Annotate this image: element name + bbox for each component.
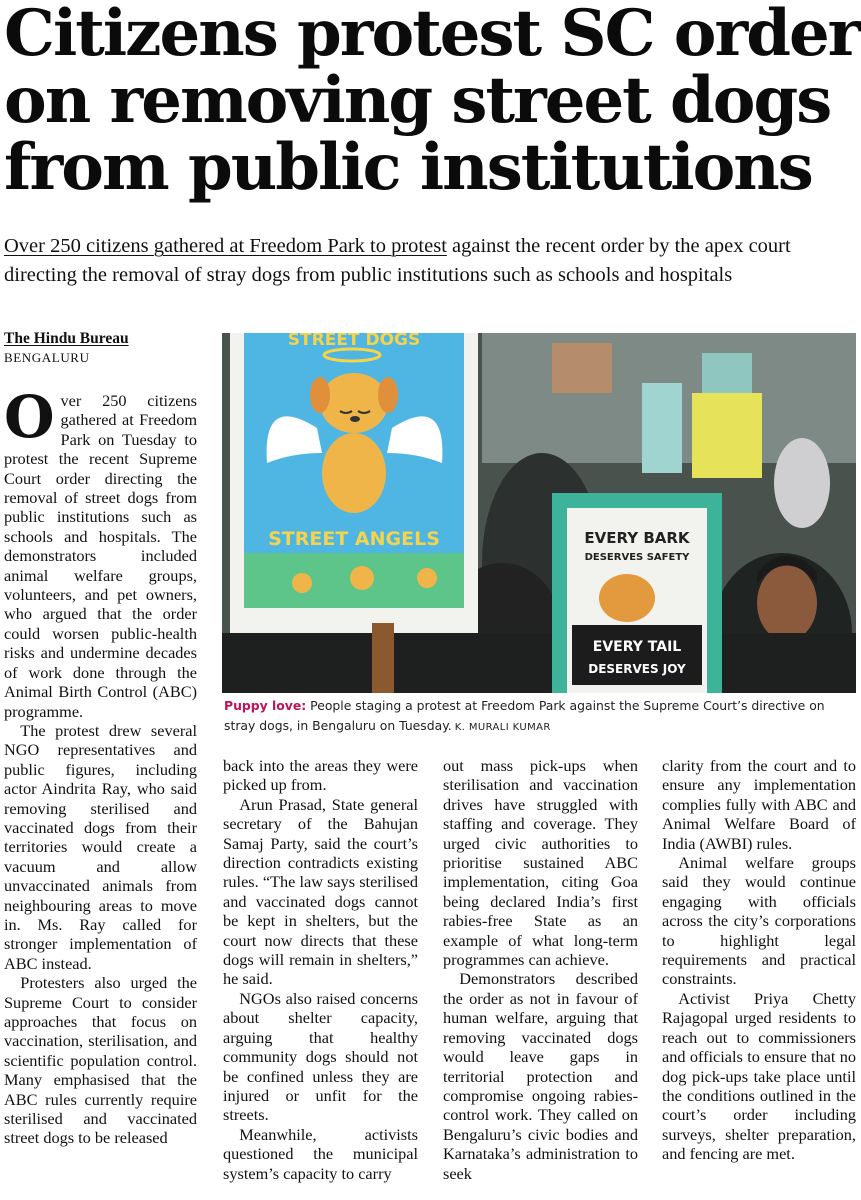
article-paragraph: clarity from the court and to ensure any implementation complies fully with ABC and Animal Welfare Board of India (AWBI) rules. xyxy=(662,756,856,853)
headline-line-2: on removing street dogs xyxy=(4,63,831,138)
headline xyxy=(4,0,860,205)
photo-caption xyxy=(224,696,858,738)
barking-dog-icon xyxy=(599,574,655,622)
article-paragraph: Activist Priya Chetty Rajagopal urged residents to reach out to commissioners and officials to ensure that no dog pick-ups take place until the conditions outlined in the court’s order including surveys, shelter preparation, and fencing are met. xyxy=(662,988,856,1164)
article-column-3 xyxy=(443,756,638,1183)
placard1-top-text: STREET DOGS xyxy=(287,333,421,350)
article-paragraph: NGOs also raised concerns about shelter capacity, arguing that healthy community dogs should not be confined unless they are injured or unfit for the streets. xyxy=(223,988,418,1125)
caption-kicker: Puppy love: xyxy=(224,698,307,713)
byline-name: The Hindu Bureau xyxy=(4,330,129,347)
headline-line-1: Citizens protest SC order xyxy=(4,0,860,71)
headline-line-3: from public institutions xyxy=(4,130,812,205)
news-photo xyxy=(222,333,856,693)
byline xyxy=(4,330,214,366)
article-paragraph: Demonstrators described the order as not in favour of human welfare, arguing that removing vaccinated dogs would leave gaps in territorial protection and compromise ongoing rabies-control work. They called on Bengaluru’s civic bodies and Karnataka’s administration to seek xyxy=(443,969,638,1183)
standfirst-rest: against the recent order by the apex court directing the removal of stray dogs from public institutions such as schools and hospitals xyxy=(4,235,791,286)
drop-cap: O xyxy=(4,383,55,451)
article-column-2 xyxy=(223,756,418,1183)
placard2-line1: EVERY BARK xyxy=(584,529,690,547)
article-paragraph: Meanwhile, activists questioned the municipal system’s capacity to carry xyxy=(223,1124,418,1183)
dog-body-icon xyxy=(322,433,386,513)
standfirst xyxy=(4,232,856,290)
article-paragraph: back into the areas they were picked up from. xyxy=(223,756,418,795)
standfirst-lead: Over 250 citizens gathered at Freedom Park to protest xyxy=(4,235,447,257)
photo-credit: K. MURALI KUMAR xyxy=(454,722,551,733)
article-column-4 xyxy=(662,756,856,1164)
byline-place: BENGALURU xyxy=(4,350,90,365)
placard2-line4: DESERVES JOY xyxy=(588,662,686,676)
article-paragraph: The protest drew several NGO representatives and public figures, including actor Aindrita Ray, who said removing sterilised and vaccinated dogs from their territories would create a vacuum and allow unvaccinated animals from neighbouring areas to move in. Ms. Ray called for stronger implementation of ABC instead. xyxy=(4,720,197,973)
placard-stick xyxy=(372,623,394,693)
protest-photo-illustration xyxy=(222,333,856,693)
placard2-line2: DESERVES SAFETY xyxy=(584,552,690,563)
article-paragraph: out mass pick-ups when sterilisation and vaccination drives have struggled with staffing and coverage. They urged civic authorities to prioritise sustained ABC implementation, citing Goa being declared India’s first rabies-free State as an example of what long-term programmes can achieve. xyxy=(443,756,638,970)
background-sign xyxy=(642,383,682,473)
article-paragraph: Arun Prasad, State general secretary of the Bahujan Samaj Party, said the court’s direction contradicts existing rules. “The law says sterilised and vaccinated dogs cannot be kept in shelters, but the court now directs that these dogs will remain in shelters,” he said. xyxy=(223,794,418,989)
background-sign xyxy=(552,343,612,393)
placard1-bottom-text: STREET ANGELS xyxy=(268,528,440,550)
article-paragraph: Animal welfare groups said they would continue engaging with officials across the city’s corporations to highlight legal requirements and practical constraints. xyxy=(662,853,856,989)
background-sign xyxy=(692,393,762,478)
article-column-1 xyxy=(4,383,197,1148)
dog-head-icon xyxy=(320,373,388,433)
article-paragraph: Protesters also urged the Supreme Court to consider approaches that focus on vaccination, sterilisation, and scientific population control. Many emphasised that the ABC rules currently require sterilised and vaccinated street dogs to be released xyxy=(4,973,197,1148)
person-face xyxy=(757,565,817,641)
placard2-line3: EVERY TAIL xyxy=(592,639,682,655)
caption-text: People staging a protest at Freedom Park against the Supreme Court’s directive on stray dogs, in Bengaluru on Tuesday. xyxy=(224,698,825,733)
article-paragraph: Over 250 citizens gathered at Freedom Park on Tuesday to protest the recent Supreme Court order directing the removal of street dogs from public institutions such as schools and hospitals. The demonstrators included animal welfare groups, volunteers, and pet owners, who argued that the order could worsen public-health risks and undermine decades of work done through the Animal Birth Control (ABC) programme. xyxy=(4,383,197,721)
